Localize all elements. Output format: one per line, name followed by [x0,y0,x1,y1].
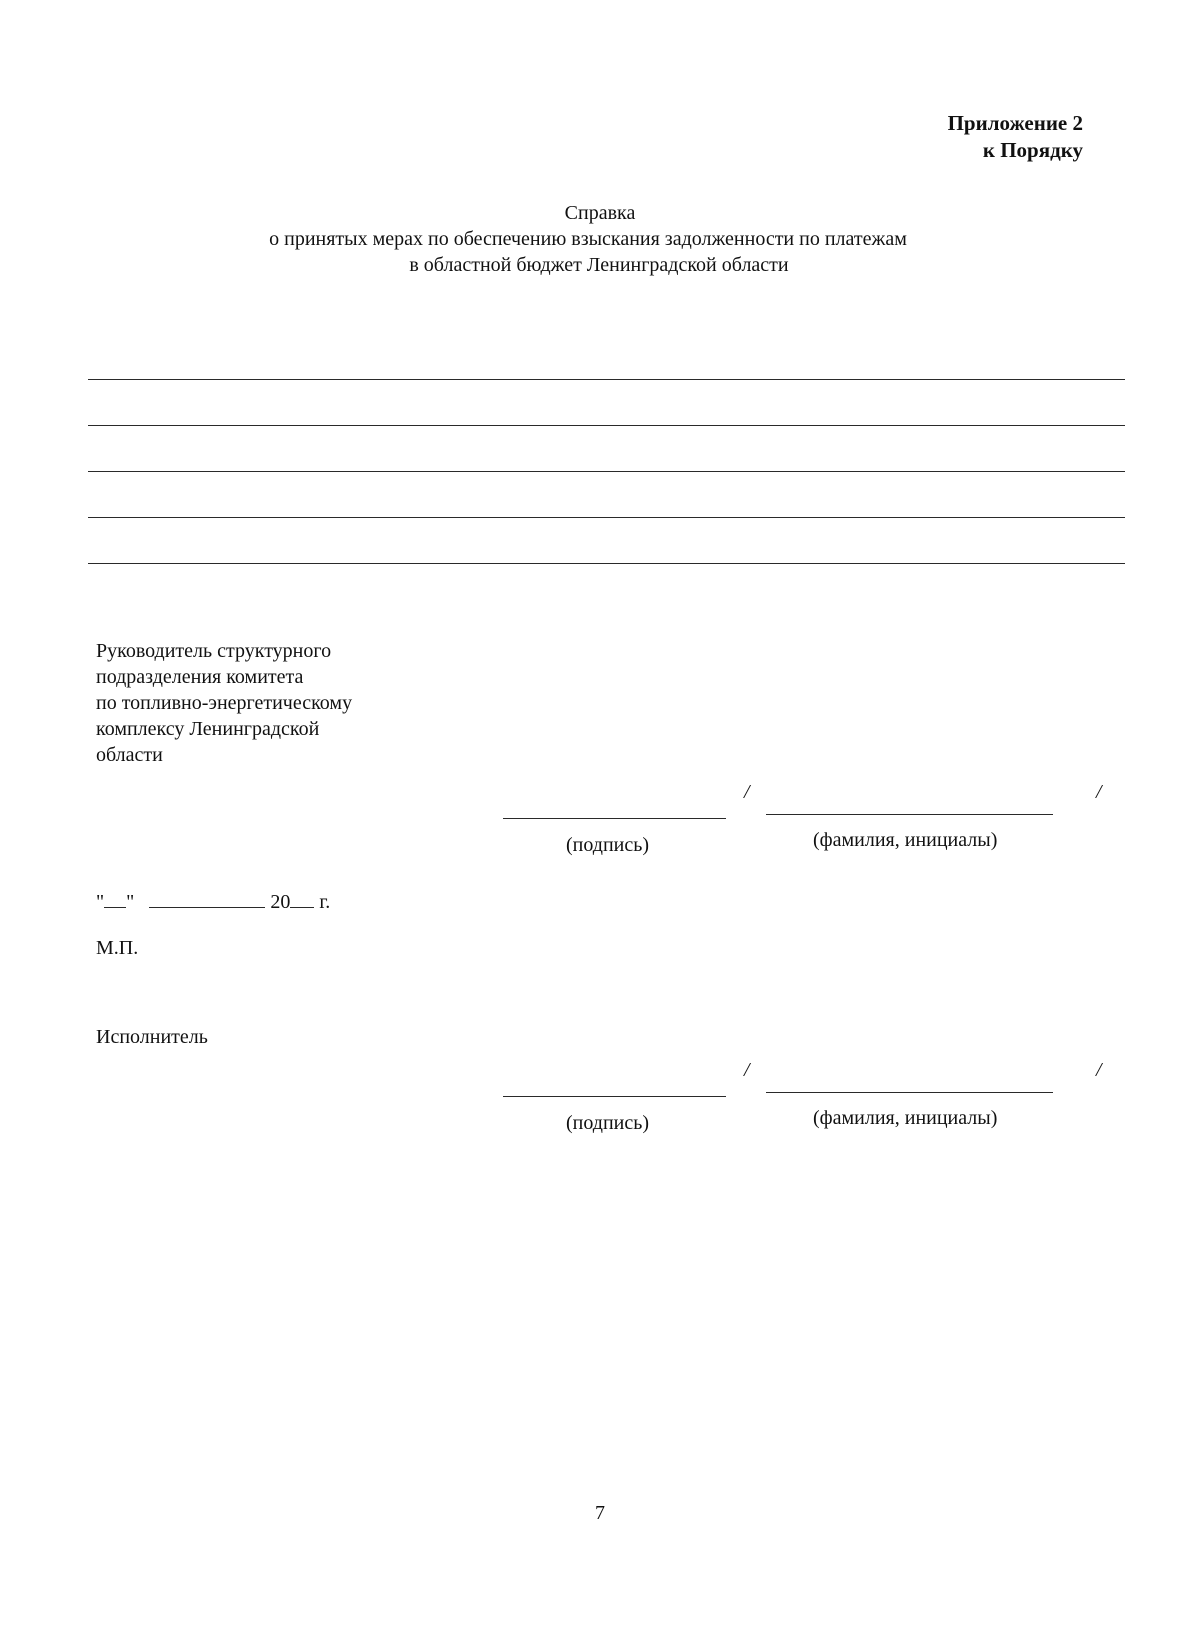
date-close-quote: " [126,891,135,913]
signature-line [503,818,726,819]
month-blank [149,889,265,908]
name-line [766,1092,1053,1093]
signature-caption: (подпись) [566,1112,650,1134]
title-line-1: Справка [564,202,636,224]
signer-line-1: Руководитель структурного [96,640,332,662]
name-line [766,814,1053,815]
blank-line [88,471,1125,472]
signer-line-4: комплексу Ленинградской [96,718,320,740]
stamp-place: М.П. [96,937,139,959]
blank-line [88,425,1125,426]
signature-caption: (подпись) [566,834,650,856]
year-blank [290,889,314,908]
year-prefix: 20 [270,891,291,913]
slash-separator: / [1096,1059,1102,1081]
blank-line [88,379,1125,380]
appendix-number: Приложение 2 [947,111,1083,135]
signer-line-2: подразделения комитета [96,666,304,688]
slash-separator: / [744,781,750,803]
document-title [0,200,1200,278]
slash-separator: / [1096,781,1102,803]
blank-line [88,563,1125,564]
year-suffix: г. [319,891,331,913]
page-number: 7 [595,1502,605,1524]
date-open-quote: " [96,891,105,913]
date-line [96,889,330,914]
signature-line [503,1096,726,1097]
signer-line-5: области [96,744,163,766]
title-line-3: в областной бюджет Ленинградской области [409,254,789,276]
signer-line-3: по топливно-энергетическому [96,692,353,714]
day-blank [104,889,126,908]
slash-separator: / [744,1059,750,1081]
signer-title [96,638,352,768]
appendix-reference: к Порядку [982,138,1083,162]
name-caption: (фамилия, инициалы) [813,829,998,851]
name-caption: (фамилия, инициалы) [813,1107,998,1129]
executor-label: Исполнитель [96,1026,208,1048]
appendix-header [948,110,1083,164]
title-line-2: о принятых мерах по обеспечению взыскания задолженности по платежам [269,228,907,250]
blank-line [88,517,1125,518]
